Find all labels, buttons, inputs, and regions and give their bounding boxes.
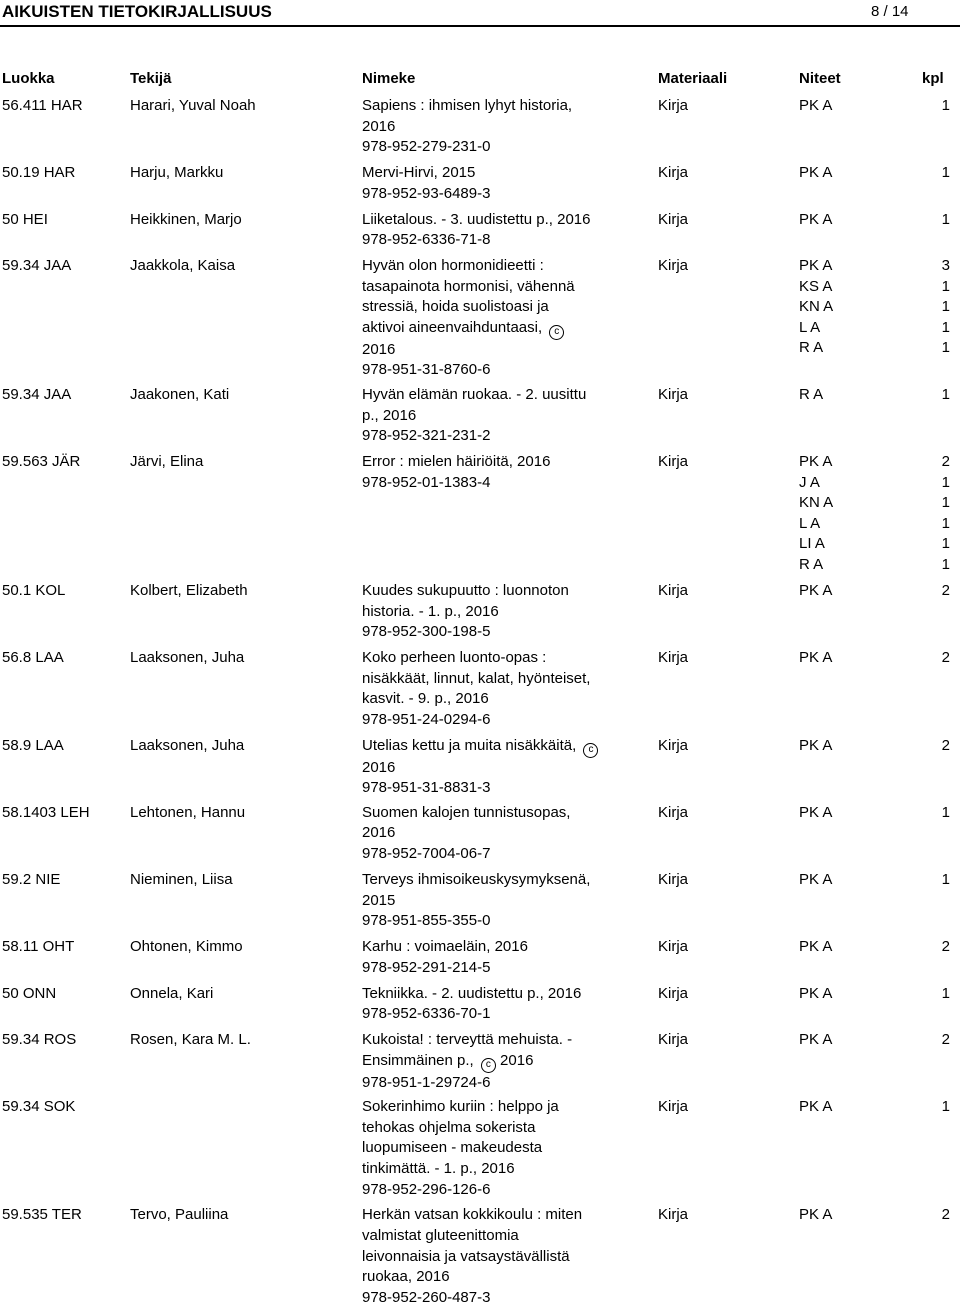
nimeke-line: Error : mielen häiriöitä, 2016: [362, 453, 551, 471]
nimeke-line: Tekniikka. - 2. uudistettu p., 2016: [362, 984, 582, 1002]
table-row: [0, 210, 960, 257]
niteet-cell: [799, 870, 959, 891]
materiaali-cell: Kirja: [658, 870, 689, 888]
nide-count: 1: [941, 210, 950, 228]
nide-count: 1: [941, 473, 950, 491]
nide-location: PK A: [799, 257, 833, 275]
nimeke-line: p., 2016: [362, 406, 417, 424]
nimeke-cell: [362, 452, 632, 493]
nimeke-cell: [362, 210, 632, 251]
table-row: [0, 385, 960, 452]
nimeke-line: aktivoi aineenvaihduntaasi, c: [362, 318, 632, 340]
nide-line: [799, 736, 959, 757]
nimeke-line: 978-952-279-231-0: [362, 138, 491, 156]
nide-line: [799, 984, 959, 1005]
tekija-cell: Laaksonen, Juha: [130, 736, 245, 754]
book-list: [0, 96, 960, 1314]
niteet-cell: [799, 210, 959, 231]
nimeke-line: Suomen kalojen tunnistusopas,: [362, 803, 571, 821]
nimeke-line: 978-951-31-8760-6: [362, 361, 491, 379]
nimeke-line: ruokaa, 2016: [362, 1268, 450, 1286]
nide-location: PK A: [799, 870, 833, 888]
luokka-cell: 59.34 JAA: [2, 385, 72, 403]
table-row: [0, 648, 960, 736]
nide-count: 1: [941, 870, 950, 888]
nimeke-line: 2016: [362, 824, 396, 842]
niteet-cell: [799, 1030, 959, 1051]
niteet-cell: [799, 1205, 959, 1226]
tekija-cell: Kolbert, Elizabeth: [130, 581, 248, 599]
nimeke-line: Mervi-Hirvi, 2015: [362, 164, 476, 182]
luokka-cell: 56.8 LAA: [2, 649, 64, 667]
column-header-tekija: Tekijä: [130, 70, 172, 87]
table-row: [0, 1205, 960, 1313]
tekija-cell: Heikkinen, Marjo: [130, 210, 242, 228]
nimeke-line: stressiä, hoida suolistoasi ja: [362, 298, 549, 316]
nimeke-line: 978-952-6336-70-1: [362, 1005, 491, 1023]
nimeke-line: 978-952-6336-71-8: [362, 231, 491, 249]
luokka-cell: 56.411 HAR: [2, 97, 83, 114]
nide-line: [799, 555, 959, 576]
nide-count: 1: [941, 277, 950, 295]
nimeke-cell: [362, 736, 632, 799]
nide-location: PK A: [799, 581, 833, 599]
nimeke-line: 978-951-855-355-0: [362, 912, 491, 930]
nimeke-line: Koko perheen luonto-opas :: [362, 649, 547, 667]
nide-line: [799, 803, 959, 824]
nimeke-line: Liiketalous. - 3. uudistettu p., 2016: [362, 210, 591, 228]
nide-count: 1: [941, 298, 950, 316]
nimeke-cell: [362, 937, 632, 978]
nide-count: 1: [941, 164, 950, 182]
niteet-cell: [799, 984, 959, 1005]
tekija-cell: Rosen, Kara M. L.: [130, 1031, 251, 1049]
nimeke-line: Kuudes sukupuutto : luonnoton: [362, 581, 569, 599]
niteet-cell: [799, 803, 959, 824]
nimeke-cell: [362, 96, 632, 158]
niteet-cell: [799, 581, 959, 602]
nide-count: 2: [941, 1031, 950, 1049]
nimeke-cell: [362, 1097, 632, 1200]
nimeke-line: Sapiens : ihmisen lyhyt historia,: [362, 97, 573, 114]
copyright-icon: c: [583, 743, 598, 758]
nimeke-line: 978-952-300-198-5: [362, 623, 491, 641]
nimeke-line: tinkimättä. - 1. p., 2016: [362, 1159, 515, 1177]
nide-count: 2: [941, 581, 950, 599]
materiaali-cell: Kirja: [658, 257, 689, 275]
table-row: [0, 452, 960, 581]
niteet-cell: [799, 385, 959, 406]
nide-line: [799, 1097, 959, 1118]
luokka-cell: 59.34 ROS: [2, 1031, 77, 1049]
nimeke-line: kasvit. - 9. p., 2016: [362, 690, 489, 708]
nimeke-line: 978-951-24-0294-6: [362, 710, 491, 728]
niteet-cell: [799, 937, 959, 958]
nide-count: 1: [941, 514, 950, 532]
nimeke-line: leivonnaisia ja vatsaystävällistä: [362, 1247, 570, 1265]
nimeke-line: tasapainota hormonisi, vähennä: [362, 277, 575, 295]
materiaali-cell: Kirja: [658, 938, 689, 956]
materiaali-cell: Kirja: [658, 581, 689, 599]
luokka-cell: 59.2 NIE: [2, 870, 61, 888]
nimeke-line: Hyvän olon hormonidieetti :: [362, 257, 544, 275]
nimeke-line: nisäkkäät, linnut, kalat, hyönteiset,: [362, 669, 591, 687]
nide-location: PK A: [799, 453, 833, 471]
nide-line: [799, 277, 959, 298]
nimeke-line: valmistat gluteenittomia: [362, 1227, 519, 1245]
nide-line: [799, 514, 959, 535]
nimeke-line: luopumiseen - makeudesta: [362, 1139, 543, 1157]
nide-count: 2: [941, 649, 950, 667]
nimeke-line: Kukoista! : terveyttä mehuista. -: [362, 1031, 573, 1049]
nimeke-line: 2016: [362, 340, 396, 358]
table-row: [0, 256, 960, 385]
nide-count: 1: [941, 385, 950, 403]
nimeke-cell: [362, 385, 632, 447]
nide-location: L A: [799, 514, 821, 532]
nide-count: 3: [941, 257, 950, 275]
nide-location: PK A: [799, 736, 833, 754]
copyright-icon: c: [481, 1058, 496, 1073]
niteet-cell: [799, 96, 959, 117]
document-title: AIKUISTEN TIETOKIRJALLISUUS: [2, 2, 272, 21]
nide-location: KN A: [799, 494, 834, 512]
column-header-nimeke: Nimeke: [362, 70, 416, 87]
nide-location: PK A: [799, 984, 833, 1002]
nide-location: PK A: [799, 210, 833, 228]
materiaali-cell: Kirja: [658, 649, 689, 667]
luokka-cell: 50.19 HAR: [2, 164, 76, 182]
nide-line: [799, 581, 959, 602]
nimeke-cell: [362, 870, 632, 932]
materiaali-cell: Kirja: [658, 453, 689, 471]
nide-line: [799, 937, 959, 958]
materiaali-cell: Kirja: [658, 803, 689, 821]
luokka-cell: 58.9 LAA: [2, 736, 64, 754]
materiaali-cell: Kirja: [658, 97, 689, 114]
luokka-cell: 58.1403 LEH: [2, 803, 90, 821]
copyright-icon: c: [549, 325, 564, 340]
luokka-cell: 50 ONN: [2, 984, 57, 1002]
luokka-cell: 50.1 KOL: [2, 581, 66, 599]
table-row: [0, 96, 960, 163]
column-header-materiaali: Materiaali: [658, 70, 728, 87]
nide-location: KN A: [799, 298, 834, 316]
nimeke-line: Herkän vatsan kokkikoulu : miten: [362, 1206, 583, 1224]
nimeke-line: 978-952-7004-06-7: [362, 845, 491, 863]
nimeke-line: 2015: [362, 891, 396, 909]
luokka-cell: 59.535 TER: [2, 1206, 82, 1224]
nide-location: R A: [799, 556, 824, 574]
nimeke-line: 2016: [362, 758, 396, 776]
table-row: [0, 984, 960, 1031]
nimeke-cell: [362, 1205, 632, 1308]
nide-line: [799, 452, 959, 473]
nimeke-cell: [362, 1030, 632, 1093]
nide-location: PK A: [799, 97, 833, 114]
nide-count: 1: [941, 984, 950, 1002]
nide-line: [799, 210, 959, 231]
materiaali-cell: Kirja: [658, 1206, 689, 1224]
nide-count: 1: [941, 494, 950, 512]
table-row: [0, 870, 960, 937]
table-row: [0, 163, 960, 210]
nide-location: L A: [799, 318, 821, 336]
materiaali-cell: Kirja: [658, 1098, 689, 1116]
nide-line: [799, 256, 959, 277]
nide-line: [799, 385, 959, 406]
luokka-cell: 58.11 OHT: [2, 938, 75, 956]
table-row: [0, 937, 960, 984]
materiaali-cell: Kirja: [658, 984, 689, 1002]
luokka-cell: 59.563 JÄR: [2, 453, 81, 471]
header-divider: [0, 25, 960, 27]
page-number: 8 / 14: [871, 3, 909, 20]
nimeke-line: 978-952-291-214-5: [362, 958, 491, 976]
nimeke-line: Ensimmäinen p., c 2016: [362, 1051, 632, 1073]
nimeke-line: 978-951-1-29724-6: [362, 1073, 491, 1091]
nimeke-line: Terveys ihmisoikeuskysymyksenä,: [362, 870, 591, 888]
page-header: [0, 0, 960, 26]
column-header-kpl: kpl: [922, 70, 944, 87]
nide-line: [799, 318, 959, 339]
nimeke-line: Hyvän elämän ruokaa. - 2. uusittu: [362, 385, 587, 403]
materiaali-cell: Kirja: [658, 736, 689, 754]
nimeke-line: historia. - 1. p., 2016: [362, 602, 499, 620]
table-row: [0, 1097, 960, 1205]
nide-location: PK A: [799, 1031, 833, 1049]
nide-line: [799, 648, 959, 669]
luokka-cell: 59.34 SOK: [2, 1098, 76, 1116]
nide-location: J A: [799, 473, 820, 491]
nide-location: R A: [799, 339, 824, 357]
tekija-cell: Lehtonen, Hannu: [130, 803, 246, 821]
column-header-luokka: Luokka: [2, 70, 55, 87]
nide-line: [799, 1205, 959, 1226]
nide-line: [799, 534, 959, 555]
nimeke-line: 978-952-296-126-6: [362, 1180, 491, 1198]
nide-count: 1: [941, 318, 950, 336]
tekija-cell: Tervo, Pauliina: [130, 1206, 229, 1224]
nide-location: LI A: [799, 535, 825, 553]
nide-line: [799, 870, 959, 891]
nimeke-cell: [362, 803, 632, 865]
tekija-cell: Laaksonen, Juha: [130, 649, 245, 667]
tekija-cell: Ohtonen, Kimmo: [130, 938, 243, 956]
nide-location: PK A: [799, 1098, 833, 1116]
nimeke-line: 978-951-31-8831-3: [362, 779, 491, 797]
nimeke-line: 978-952-01-1383-4: [362, 473, 491, 491]
materiaali-cell: Kirja: [658, 210, 689, 228]
tekija-cell: Järvi, Elina: [130, 453, 204, 471]
nide-location: KS A: [799, 277, 833, 295]
nide-line: [799, 163, 959, 184]
nimeke-cell: [362, 256, 632, 381]
nide-count: 1: [941, 339, 950, 357]
nimeke-cell: [362, 984, 632, 1025]
nide-line: [799, 473, 959, 494]
luokka-cell: 59.34 JAA: [2, 257, 72, 275]
tekija-cell: Harari, Yuval Noah: [130, 97, 256, 114]
nide-line: [799, 96, 959, 117]
nide-count: 1: [941, 97, 950, 114]
nide-count: 2: [941, 1206, 950, 1224]
nimeke-line: Sokerinhimo kuriin : helppo ja: [362, 1098, 559, 1116]
nide-location: PK A: [799, 649, 833, 667]
table-row: [0, 803, 960, 870]
nide-count: 1: [941, 556, 950, 574]
nimeke-line: 978-952-93-6489-3: [362, 184, 491, 202]
materiaali-cell: Kirja: [658, 1031, 689, 1049]
nide-line: [799, 338, 959, 359]
table-row: [0, 1030, 960, 1097]
nimeke-line: 978-952-321-231-2: [362, 427, 491, 445]
niteet-cell: [799, 256, 959, 359]
nide-location: R A: [799, 385, 824, 403]
nide-line: [799, 1030, 959, 1051]
table-row: [0, 736, 960, 803]
column-headers: [0, 70, 960, 90]
nimeke-line: tehokas ohjelma sokerista: [362, 1118, 536, 1136]
niteet-cell: [799, 163, 959, 184]
nimeke-cell: [362, 581, 632, 643]
nimeke-line: 2016: [362, 117, 396, 135]
tekija-cell: Nieminen, Liisa: [130, 870, 233, 888]
column-header-niteet: Niteet: [799, 70, 841, 87]
niteet-cell: [799, 1097, 959, 1118]
nide-location: PK A: [799, 803, 833, 821]
luokka-cell: 50 HEI: [2, 210, 48, 228]
nide-line: [799, 297, 959, 318]
nide-count: 2: [941, 453, 950, 471]
tekija-cell: Jaakonen, Kati: [130, 385, 230, 403]
nimeke-cell: [362, 648, 632, 730]
tekija-cell: Onnela, Kari: [130, 984, 214, 1002]
nide-count: 2: [941, 938, 950, 956]
nimeke-line: 978-952-260-487-3: [362, 1288, 491, 1306]
nide-location: PK A: [799, 1206, 833, 1224]
nide-count: 1: [941, 803, 950, 821]
nimeke-line: Utelias kettu ja muita nisäkkäitä, c: [362, 736, 632, 758]
nide-count: 1: [941, 535, 950, 553]
niteet-cell: [799, 648, 959, 669]
materiaali-cell: Kirja: [658, 385, 689, 403]
nimeke-cell: [362, 163, 632, 204]
niteet-cell: [799, 736, 959, 757]
nide-location: PK A: [799, 164, 833, 182]
nimeke-line: Karhu : voimaeläin, 2016: [362, 938, 528, 956]
niteet-cell: [799, 452, 959, 576]
nide-count: 2: [941, 736, 950, 754]
nide-count: 1: [941, 1098, 950, 1116]
tekija-cell: Jaakkola, Kaisa: [130, 257, 236, 275]
nide-location: PK A: [799, 938, 833, 956]
materiaali-cell: Kirja: [658, 164, 689, 182]
table-row: [0, 581, 960, 648]
nide-line: [799, 493, 959, 514]
tekija-cell: Harju, Markku: [130, 164, 224, 182]
